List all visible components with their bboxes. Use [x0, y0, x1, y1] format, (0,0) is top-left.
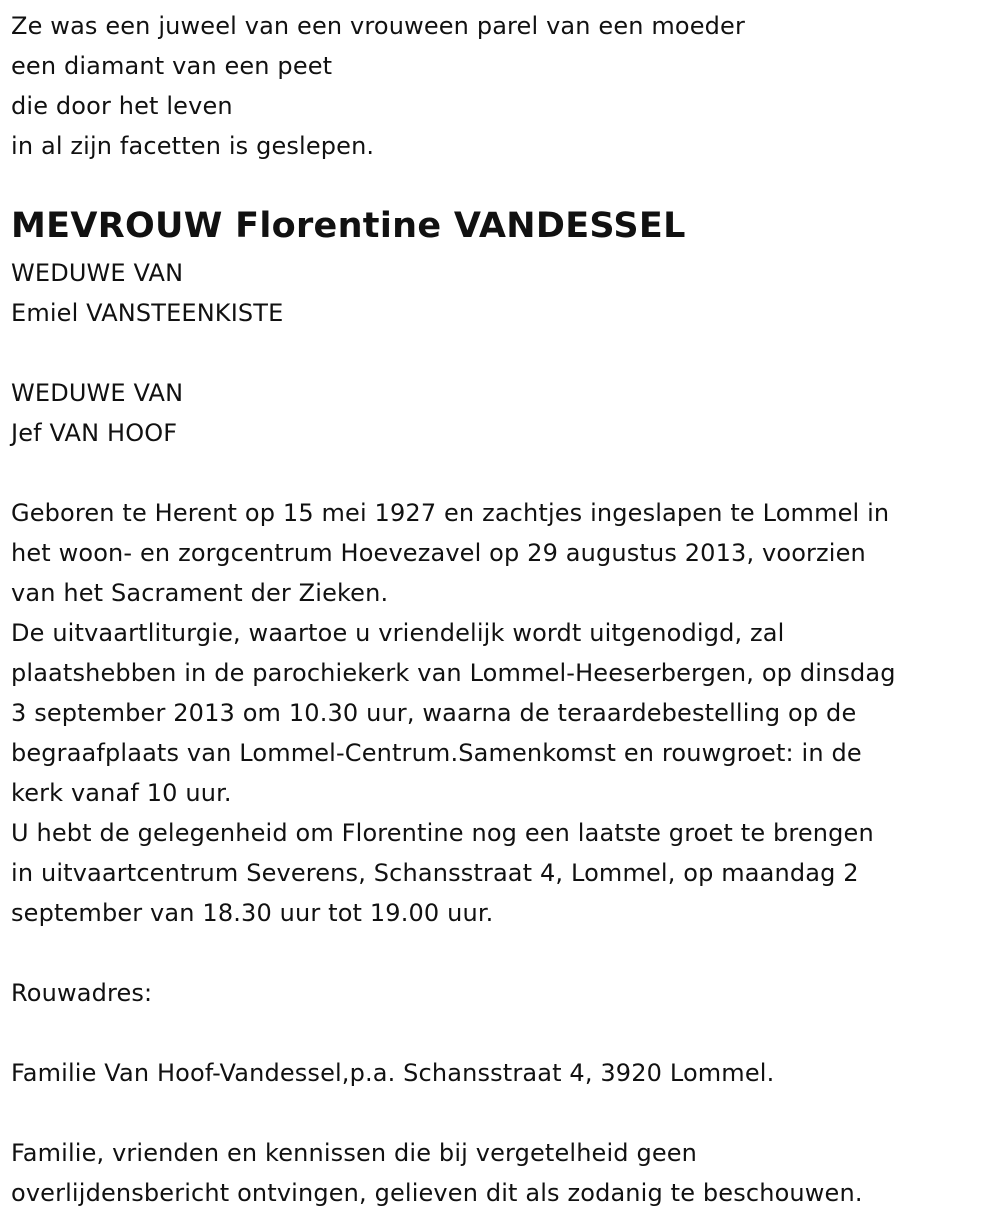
- address-value: Familie Van Hoof-Vandessel,p.a. Schansstraat 4, 3920 Lommel.: [11, 1059, 775, 1087]
- details-line: De uitvaartliturgie, waartoe u vriendelijk wordt uitgenodigd, zal: [11, 619, 785, 647]
- address-value-block: [11, 1053, 774, 1093]
- poem: [11, 6, 745, 166]
- deceased-name: MEVROUW Florentine VANDESSEL: [11, 206, 686, 246]
- details-line: begraafplaats van Lommel-Centrum.Samenkomst en rouwgroet: in de: [11, 739, 862, 767]
- poem-line: in al zijn facetten is geslepen.: [11, 132, 375, 160]
- closing-line: Familie, vrienden en kennissen die bij vergetelheid geen: [11, 1139, 698, 1167]
- spouse-2: [11, 373, 183, 453]
- address-label-block: [11, 973, 152, 1013]
- details-line: van het Sacrament der Zieken.: [11, 579, 389, 607]
- spouse-name: Emiel VANSTEENKISTE: [11, 299, 284, 327]
- details-line: kerk vanaf 10 uur.: [11, 779, 232, 807]
- poem-line: een diamant van een peet: [11, 52, 333, 80]
- details-line: 3 september 2013 om 10.30 uur, waarna de teraardebestelling op de: [11, 699, 857, 727]
- spouse-name: Jef VAN HOOF: [11, 419, 178, 447]
- closing-line: overlijdensbericht ontvingen, gelieven dit als zodanig te beschouwen.: [11, 1179, 863, 1207]
- poem-line: Ze was een juweel van een vrouween parel van een moeder: [11, 12, 745, 40]
- details-line: Geboren te Herent op 15 mei 1927 en zachtjes ingeslapen te Lommel in: [11, 499, 890, 527]
- details-line: het woon- en zorgcentrum Hoevezavel op 29 augustus 2013, voorzien: [11, 539, 866, 567]
- details-line: plaatshebben in de parochiekerk van Lommel-Heeserbergen, op dinsdag: [11, 659, 896, 687]
- spouse-relation: WEDUWE VAN: [11, 259, 184, 287]
- funeral-details: [11, 493, 896, 933]
- details-line: in uitvaartcentrum Severens, Schansstraat 4, Lommel, op maandag 2: [11, 859, 859, 887]
- closing-note: [11, 1133, 863, 1213]
- spouse-relation: WEDUWE VAN: [11, 379, 184, 407]
- details-line: september van 18.30 uur tot 19.00 uur.: [11, 899, 494, 927]
- spouse-1: [11, 253, 283, 333]
- address-label: Rouwadres:: [11, 979, 153, 1007]
- poem-line: die door het leven: [11, 92, 233, 120]
- details-line: U hebt de gelegenheid om Florentine nog een laatste groet te brengen: [11, 819, 874, 847]
